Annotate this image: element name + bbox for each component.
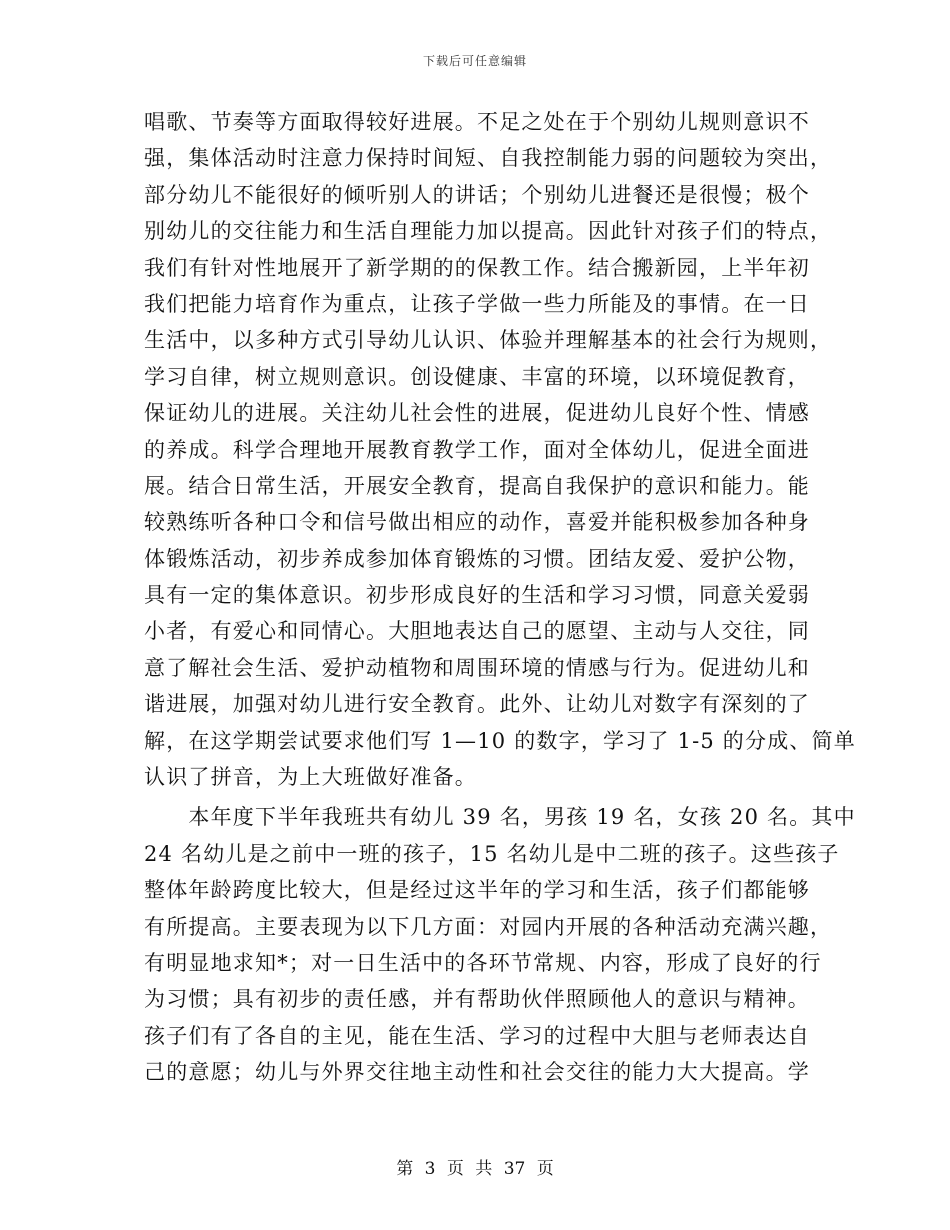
text-line: 小者，有爱心和同情心。大胆地表达自己的愿望、主动与人交往，同 — [144, 619, 810, 644]
text-line: 谐进展，加强对幼儿进行安全教育。此外、让幼儿对数字有深刻的了 — [144, 692, 810, 717]
text-line: 孩子们有了各自的主见，能在生活、学习的过程中大胆与老师表达自 — [144, 1023, 810, 1048]
text-line: 有所提高。主要表现为以下几方面：对园内开展的各种活动充满兴趣， — [144, 914, 833, 939]
text-line: 展。结合日常生活，开展安全教育，提高自我保护的意识和能力。能 — [144, 473, 810, 498]
text-line: 我们把能力培育作为重点，让孩子学做一些力所能及的事情。在一日 — [144, 291, 810, 316]
text-line: 意了解社会生活、爱护动植物和周围环境的情感与行为。促进幼儿和 — [144, 655, 810, 680]
text-line: 认识了拼音，为上大班做好准备。 — [144, 765, 477, 790]
text-line: 己的意愿；幼儿与外界交往地主动性和社会交往的能力大大提高。学 — [144, 1060, 810, 1085]
paragraph-2 — [144, 799, 856, 1090]
paragraph-1 — [144, 104, 856, 795]
header-note: 下载后可任意编辑 — [422, 54, 527, 68]
text-line: 为习惯；具有初步的责任感，并有帮助伙伴照顾他人的意识与精神。 — [144, 987, 810, 1012]
text-line: 较熟练听各种口令和信号做出相应的动作，喜爱并能积极参加各种身 — [144, 510, 810, 535]
text-line: 整体年龄跨度比较大，但是经过这半年的学习和生活，孩子们都能够 — [144, 878, 810, 903]
text-line: 体锻炼活动，初步养成参加体育锻炼的习惯。团结友爱、爱护公物， — [144, 546, 810, 571]
text-line: 强，集体活动时注意力保持时间短、自我控制能力弱的问题较为突出， — [144, 146, 833, 171]
text-line: 本年度下半年我班共有幼儿 39 名，男孩 19 名，女孩 20 名。其中 — [144, 805, 856, 830]
text-line: 保证幼儿的进展。关注幼儿社会性的进展，促进幼儿良好个性、情感 — [144, 401, 810, 426]
text-line: 生活中，以多种方式引导幼儿认识、体验并理解基本的社会行为规则， — [144, 328, 833, 353]
text-line: 具有一定的集体意识。初步形成良好的生活和学习习惯，同意关爱弱 — [144, 583, 810, 608]
text-line: 别幼儿的交往能力和生活自理能力加以提高。因此针对孩子们的特点， — [144, 219, 833, 244]
text-line: 我们有针对性地展开了新学期的的保教工作。结合搬新园，上半年初 — [144, 255, 810, 280]
text-line: 解，在这学期尝试要求他们写 1—10 的数字，学习了 1-5 的分成、简单 — [144, 728, 856, 753]
document-body — [144, 104, 856, 1091]
page-number-footer: 第 3 页 共 37 页 — [396, 1159, 554, 1179]
text-line: 有明显地求知*；对一日生活中的各环节常规、内容，形成了良好的行 — [144, 950, 822, 975]
text-line: 的养成。科学合理地开展教育教学工作，面对全体幼儿，促进全面进 — [144, 437, 810, 462]
text-line: 唱歌、节奏等方面取得较好进展。不足之处在于个别幼儿规则意识不 — [144, 110, 810, 134]
text-line: 学习自律，树立规则意识。创设健康、丰富的环境，以环境促教育， — [144, 364, 810, 389]
text-line: 部分幼儿不能很好的倾听别人的讲话；个别幼儿进餐还是很慢；极个 — [144, 182, 810, 207]
text-line: 24 名幼儿是之前中一班的孩子，15 名幼儿是中二班的孩子。这些孩子 — [144, 841, 840, 866]
